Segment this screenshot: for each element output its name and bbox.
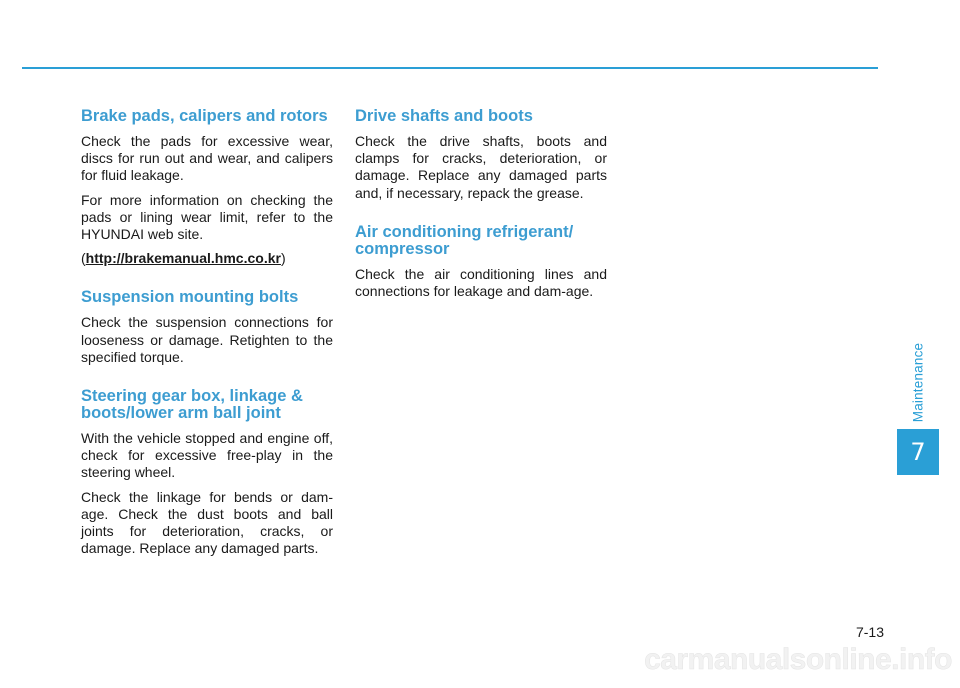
header-rule bbox=[22, 67, 878, 69]
brake-manual-link[interactable]: http://brakemanual.hmc.co.kr bbox=[85, 250, 281, 267]
section-brakes bbox=[81, 108, 333, 267]
brakes-link-line bbox=[81, 250, 333, 267]
section-heading-air-conditioning: Air conditioning refrigerant/ compressor bbox=[355, 222, 574, 258]
section-heading-brakes: Brake pads, calipers and rotors bbox=[81, 107, 328, 125]
suspension-paragraph-1: Check the suspension connections for looseness or damage. Retighten to the specified torque. bbox=[81, 314, 333, 365]
link-close-paren: ) bbox=[280, 250, 286, 267]
chapter-number: 7 bbox=[910, 438, 926, 466]
section-heading-suspension: Suspension mounting bolts bbox=[81, 288, 299, 307]
watermark-text: carmanualsonline.info bbox=[644, 643, 952, 676]
air-conditioning-paragraph-1: Check the air conditioning lines and connections for leakage and dam-age. bbox=[355, 265, 607, 300]
section-heading-steering: Steering gear box, linkage & boots/lower arm ball joint bbox=[81, 387, 303, 423]
section-heading-drive-shafts: Drive shafts and boots bbox=[355, 107, 533, 125]
section-air-conditioning bbox=[355, 224, 607, 300]
chapter-side-label bbox=[897, 337, 939, 427]
chapter-tab bbox=[897, 429, 939, 475]
brakes-paragraph-1: Check the pads for excessive wear, discs for run out and wear, and calipers for fluid leakage. bbox=[81, 133, 333, 184]
brakes-paragraph-2: For more information on checking the pads or lining wear limit, refer to the HYUNDAI web site. bbox=[81, 191, 333, 243]
section-drive-shafts bbox=[355, 108, 607, 202]
section-steering bbox=[81, 388, 333, 557]
steering-paragraph-1: With the vehicle stopped and engine off, check for excessive free-play in the steering wheel. bbox=[81, 430, 333, 481]
page-number: 7-13 bbox=[855, 624, 884, 640]
left-column bbox=[81, 108, 333, 579]
right-column bbox=[355, 108, 607, 322]
section-suspension bbox=[81, 289, 333, 366]
watermark bbox=[560, 640, 952, 680]
link-open-paren: ( bbox=[81, 250, 86, 267]
steering-paragraph-2: Check the linkage for bends or dam-age. Check the dust boots and ball joints for deterioration, cracks, or damage. Replace any damaged parts. bbox=[81, 488, 333, 557]
chapter-title: Maintenance bbox=[910, 342, 926, 422]
drive-shafts-paragraph-1: Check the drive shafts, boots and clamps for cracks, deterioration, or damage. Replace any damaged parts and, if necessary, repack the grease. bbox=[355, 133, 607, 201]
